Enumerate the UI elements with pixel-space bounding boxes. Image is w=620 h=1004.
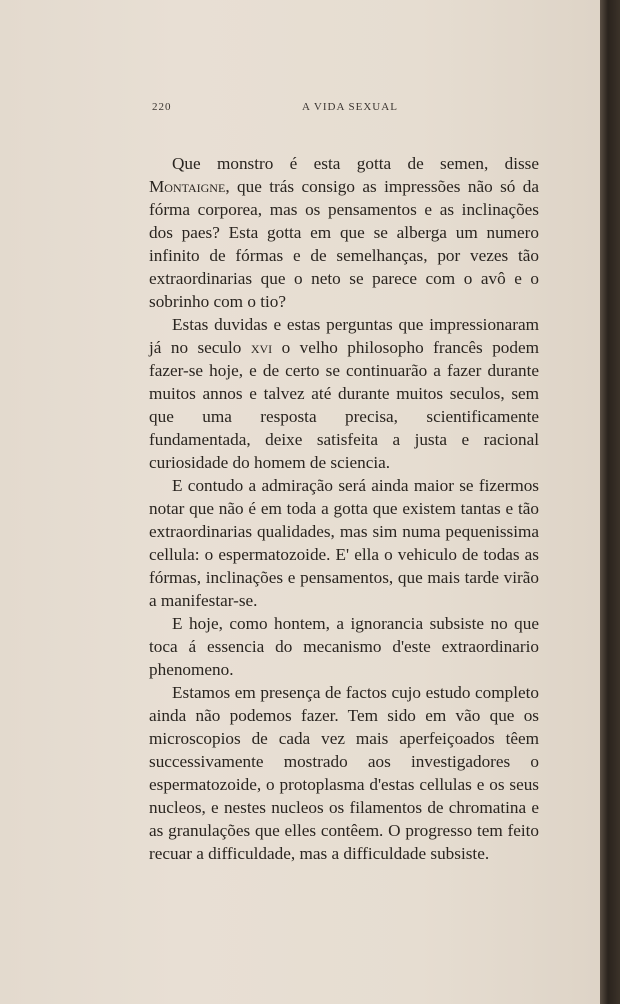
paragraph-4-text: E hoje, como hontem, a ignorancia subsiste no que toca á essencia do mecanismo d'este extraordinario phenomeno. [149, 614, 539, 679]
paragraph-1 [149, 152, 539, 313]
paragraph-5-text: Estamos em presença de factos cujo estudo completo ainda não podemos fazer. Tem sido em vão que os microscopios de cada vez mais aperfeiçoados têem successivamente mostrado aos investigadores o espermatozoide, o protoplasma d'estas cellulas e os seus nucleos, e nestes nucleos os filamentos de chromatina e as granulações que elles contêem. O progresso tem feito recuar a difficuldade, mas a difficuldade subsiste. [149, 683, 539, 863]
running-title: A VIDA SEXUAL [302, 101, 398, 113]
paragraph-2 [149, 313, 539, 474]
paragraph-2-rest: o velho philosopho francês podem fazer-se hoje, e de certo se continuarão a fazer durante muitos annos e talvez até durante muitos seculos, sem que uma resposta precisa, scientificamente fundamentada, deixe satisfeita a justa e racional curiosidade do homem de sciencia. [149, 338, 539, 472]
body-text [149, 152, 539, 865]
book-spine-edge [600, 0, 620, 1004]
paragraph-5 [149, 681, 539, 865]
page-header [152, 101, 534, 117]
century-numeral: xvi [250, 338, 273, 357]
paragraph-3 [149, 474, 539, 612]
paragraph-1-rest: , que trás consigo as impressões não só da fórma corporea, mas os pensamentos e as inclinações dos paes? Esta gotta em que se alberga um numero infinito de fórmas e de semelhanças, por vezes tão extraordinarias que o neto se parece com o avô e o sobrinho com o tio? [149, 177, 539, 311]
paragraph-3-text: E contudo a admiração será ainda maior se fizermos notar que não é em toda a gotta que existem tantas e tão extraordinarias qualidades, mas sim numa pequenissima cellula: o espermatozoide. E' ella o vehiculo de todas as fórmas, inclinações e pensamentos, que mais tarde virão a manifestar-se. [149, 476, 539, 610]
author-name-montaigne: Montaigne [149, 177, 226, 196]
paragraph-2-lead: Estas duvidas e estas perguntas que impressionaram já no seculo [149, 315, 539, 357]
paragraph-4 [149, 612, 539, 681]
page-number: 220 [152, 101, 172, 113]
paragraph-1-lead: Que monstro é esta gotta de semen, disse [172, 154, 539, 173]
